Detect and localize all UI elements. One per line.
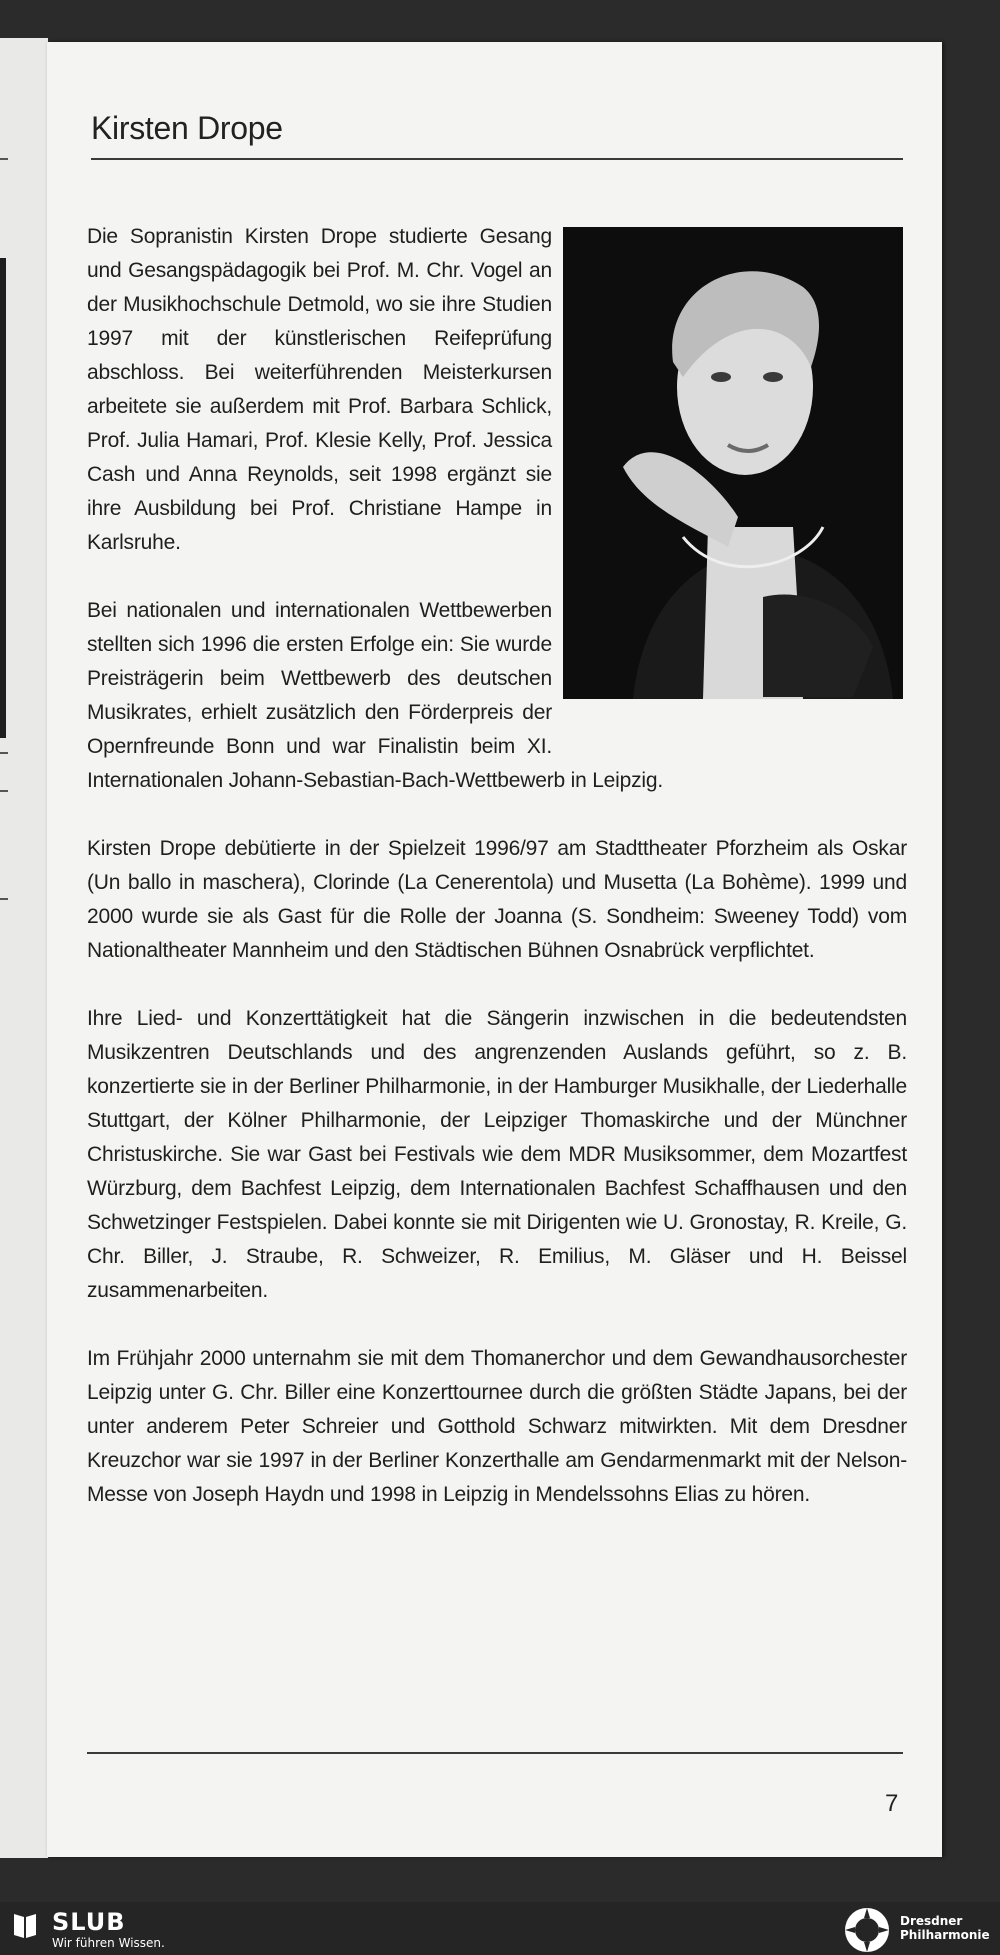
bottom-divider — [87, 1752, 903, 1754]
paragraph-competitions: Bei nationalen und internationalen Wettbewerben stellten sich 1996 die ersten Erfolge ein: Sie wurde Preisträgerin beim Wettbewerb des deutschen Musikrates, erhielt zusätzlich den Förderpreis der Opernfreunde Bonn und war Finalistin beim XI. Internationalen Johann-Sebastian-Bach-Wettbewerb in Leipzig. — [87, 599, 663, 792]
article-body — [87, 220, 907, 1546]
paragraph-concerts: Ihre Lied- und Konzerttätigkeit hat die Sängerin inzwischen in die bedeutendsten Musikzentren Deutschlands und des angrenzenden Auslands geführt, so z. B. konzertierte sie in der Berliner Philharmonie, in der Hamburger Musikhalle, der Liederhalle Stuttgart, der Kölner Philharmonie, der Leipziger Thomaskirche und der Münchner Christuskirche. Sie war Gast bei Festivals wie dem MDR Musiksommer, dem Mozartfest Würzburg, dem Bachfest Leipzig, dem Internationalen Bachfest Schaffhausen und den Schwetzinger Festspielen. Dabei konnte sie mit Dirigenten wie U. Gronostay, R. Kreile, G. Chr. Biller, J. Straube, R. Schweizer, R. Emilius, M. Gläser und H. Beissel zusammenarbeiten. — [87, 1007, 907, 1302]
paragraph-debut: Kirsten Drope debütierte in der Spielzeit 1996/97 am Stadttheater Pforzheim als Oskar (Un ballo in maschera), Clorinde (La Cenerentola) und Musetta (La Bohème). 1999 und 2000 wurde sie als Gast für die Rolle der Joanna (S. Sondheim: Sweeney Todd) vom Nationaltheater Mannheim und den Städtischen Bühnen Osnabrück verpflichtet. — [87, 837, 907, 962]
philharmonie-line1: Dresdner — [900, 1914, 963, 1928]
previous-page-edge — [0, 38, 48, 1858]
slub-book-icon[interactable] — [12, 1912, 38, 1940]
slub-logo-text[interactable]: SLUB — [52, 1908, 126, 1936]
title-divider — [91, 158, 903, 160]
page-title: Kirsten Drope — [91, 110, 283, 146]
previous-page-text-mark — [0, 752, 8, 754]
document-page — [47, 42, 942, 1857]
viewer-footer — [0, 1902, 1000, 1955]
philharmonie-logo-text[interactable] — [900, 1914, 990, 1942]
philharmonie-line2: Philharmonie — [900, 1928, 990, 1942]
philharmonie-emblem-icon[interactable] — [843, 1906, 891, 1954]
previous-page-photo-edge — [0, 258, 6, 738]
photo-text-wrap-spacer — [552, 220, 907, 738]
previous-page-text-mark — [0, 898, 8, 900]
paragraph-tours: Im Frühjahr 2000 unternahm sie mit dem Thomanerchor und dem Gewandhausorchester Leipzig unter G. Chr. Biller eine Konzerttournee durch die größten Städte Japans, bei der unter anderem Peter Schreier und Gotthold Schwarz mitwirkten. Mit dem Dresdner Kreuzchor war sie 1997 in der Berliner Konzerthalle am Gendarmenmarkt mit der Nelson-Messe von Joseph Haydn und 1998 in Leipzig in Mendelssohns Elias zu hören. — [87, 1347, 907, 1506]
page-number: 7 — [885, 1790, 899, 1817]
previous-page-text-mark — [0, 790, 8, 792]
paragraph-education: Die Sopranistin Kirsten Drope studierte Gesang und Gesangspädagogik bei Prof. M. Chr. Vogel an der Musikhochschule Detmold, wo sie ihre Studien 1997 mit der künstlerischen Reifeprüfung abschloss. Bei weiterführenden Meisterkursen arbeitete sie außerdem mit Prof. Barbara Schlick, Prof. Julia Hamari, Prof. Klesie Kelly, Prof. Jessica Cash und Anna Reynolds, seit 1998 ergänzt sie ihre Ausbildung bei Prof. Christiane Hampe in Karlsruhe. — [87, 225, 552, 554]
previous-page-rule-mark — [0, 158, 8, 160]
slub-tagline: Wir führen Wissen. — [52, 1936, 165, 1950]
